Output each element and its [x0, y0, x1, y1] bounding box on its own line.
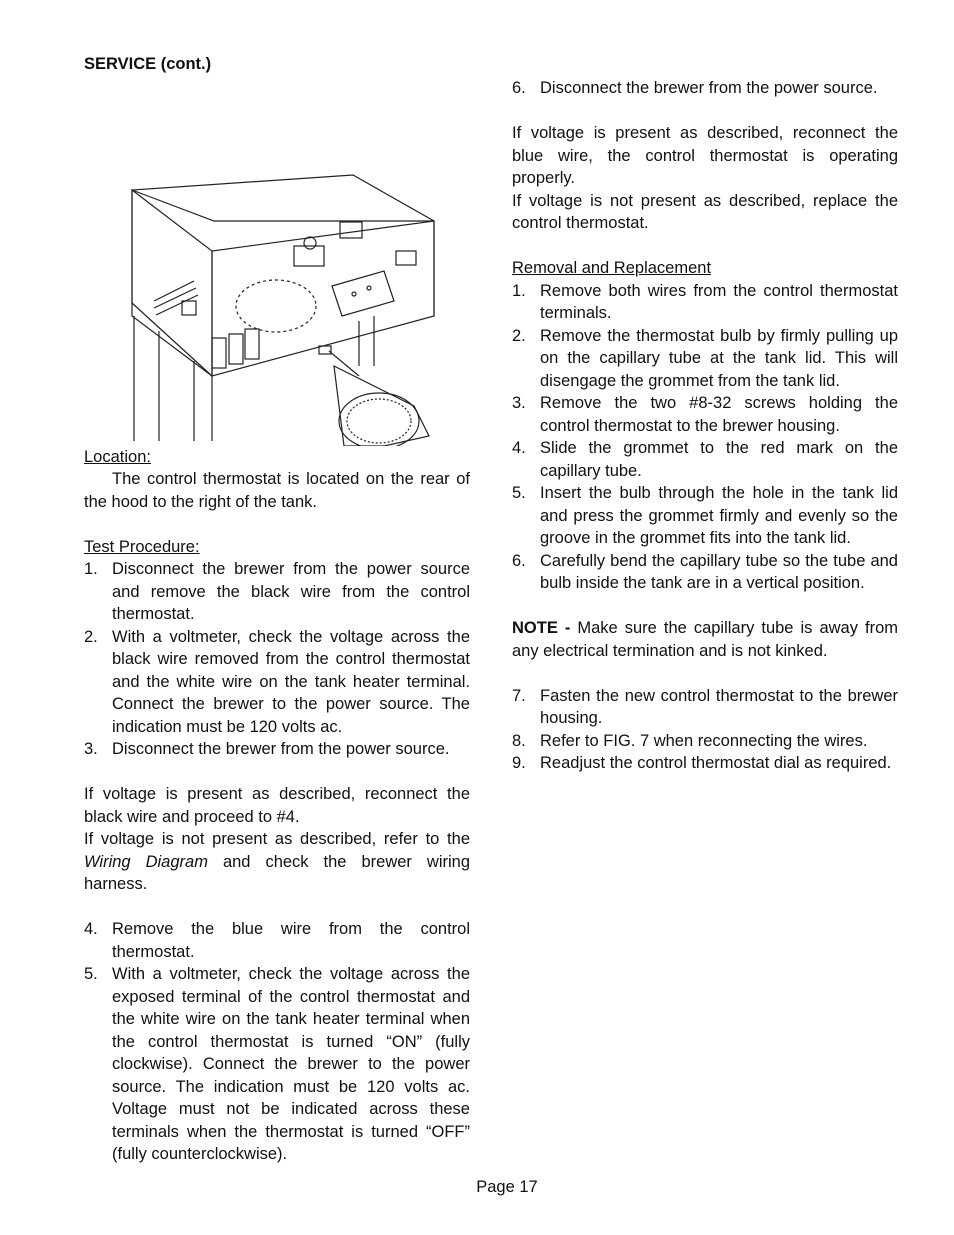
step-text: With a voltmeter, check the voltage across the exposed terminal of the control thermostat and the white wire on the tank heater terminal when the control thermostat is turned “ON” (fully clockwise). Connect the brewer to the power source. The indication must be 120 volts ac. Voltage must not be indicated across these terminals when the thermostat is turned “OFF” (fully counterclockwise).	[112, 965, 470, 1163]
step-text: Disconnect the brewer from the power source and remove the black wire from the control thermostat.	[112, 560, 470, 623]
list-item	[512, 752, 898, 775]
step-text: Disconnect the brewer from the power source.	[540, 79, 878, 97]
note-paragraph	[512, 617, 898, 662]
voltage-not-present-text	[84, 828, 470, 896]
step-number: 9.	[512, 754, 526, 772]
step-text: With a voltmeter, check the voltage across the black wire removed from the control thermostat and the white wire on the tank heater terminal. Connect the brewer to the power source. The indication must be 120 volts ac.	[112, 627, 470, 736]
list-item	[512, 482, 898, 550]
list-item	[512, 325, 898, 393]
step-text: Remove the blue wire from the control thermostat.	[112, 920, 470, 961]
text-segment: If voltage is not present as described, refer to the	[84, 830, 470, 848]
step-number: 3.	[84, 740, 98, 758]
removal-heading: Removal and Replacement	[512, 259, 712, 277]
brewer-illustration	[84, 76, 470, 446]
step-number: 1.	[84, 560, 98, 578]
page-footer	[30, 1176, 954, 1199]
final-steps-list	[512, 685, 898, 775]
location-heading: Location:	[84, 447, 151, 466]
list-item	[84, 558, 470, 626]
note-label: NOTE -	[512, 619, 571, 637]
page-number: Page 17	[476, 1178, 538, 1196]
step-text: Remove the two #8-32 screws holding the control thermostat to the brewer housing.	[540, 394, 898, 435]
left-column	[84, 53, 470, 1166]
list-item	[512, 437, 898, 482]
wiring-diagram-reference: Wiring Diagram	[84, 852, 208, 871]
text-segment: and check the brewer wiring harness.	[84, 852, 470, 893]
step-number: 7.	[512, 686, 526, 705]
list-item	[512, 77, 898, 100]
list-item	[512, 392, 898, 437]
step-number: 2.	[512, 326, 526, 345]
test-procedure-heading: Test Procedure:	[84, 537, 200, 556]
list-item	[84, 963, 470, 1166]
brewer-drawing	[84, 76, 470, 446]
step-text: Remove the thermostat bulb by firmly pulling up on the capillary tube at the tank lid. This will disengage the grommet from the tank lid.	[540, 326, 898, 390]
later-steps-list	[84, 918, 470, 1166]
step-text: Slide the grommet to the red mark on the capillary tube.	[540, 439, 898, 480]
right-column	[512, 77, 898, 775]
step-number: 8.	[512, 731, 526, 750]
step-number: 6.	[512, 79, 526, 97]
step-text: Readjust the control thermostat dial as required.	[540, 754, 892, 772]
removal-steps-list	[512, 280, 898, 595]
list-item	[84, 918, 470, 963]
list-item	[512, 730, 898, 753]
section-title: SERVICE (cont.)	[84, 55, 212, 73]
step-text: Disconnect the brewer from the power source.	[112, 740, 450, 758]
step-text: Carefully bend the capillary tube so the tube and bulb inside the tank are in a vertical position.	[540, 551, 898, 592]
step-text: Remove both wires from the control thermostat terminals.	[540, 281, 898, 322]
voltage-present-text: If voltage is present as described, reconnect the blue wire, the control thermostat is operating properly.	[512, 124, 898, 187]
list-item	[512, 685, 898, 730]
list-item	[512, 550, 898, 595]
test-steps-list	[84, 558, 470, 761]
note-text: Make sure the capillary tube is away from any electrical termination and is not kinked.	[512, 619, 898, 660]
step-number: 1.	[512, 281, 526, 300]
step-number: 5.	[84, 965, 98, 983]
list-item	[84, 626, 470, 739]
list-item	[84, 738, 470, 761]
voltage-not-present-text: If voltage is not present as described, replace the control thermostat.	[512, 191, 898, 232]
location-text: The control thermostat is located on the rear of the hood to the right of the tank.	[84, 470, 470, 511]
voltage-present-text: If voltage is present as described, reconnect the black wire and proceed to #4.	[84, 785, 470, 826]
step-text: Fasten the new control thermostat to the brewer housing.	[540, 686, 898, 727]
step-text: Refer to FIG. 7 when reconnecting the wires.	[540, 731, 868, 750]
step-six-list	[512, 77, 898, 100]
step-number: 6.	[512, 551, 526, 570]
step-number: 4.	[512, 439, 526, 457]
list-item	[512, 280, 898, 325]
step-number: 2.	[84, 627, 98, 646]
step-number: 3.	[512, 394, 526, 412]
step-text: Insert the bulb through the hole in the tank lid and press the grommet firmly and evenly so the groove in the grommet fits into the tank lid.	[540, 484, 898, 547]
step-number: 4.	[84, 920, 98, 938]
step-number: 5.	[512, 484, 526, 502]
